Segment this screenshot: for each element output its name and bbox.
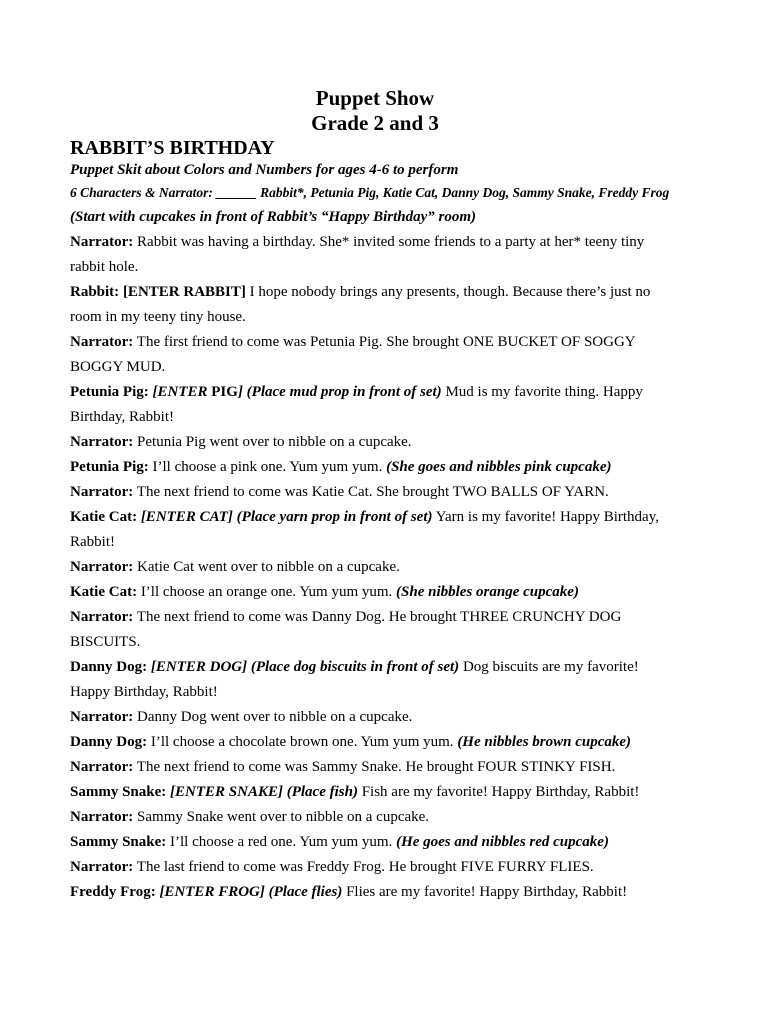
stage-direction: [ENTER SNAKE] (Place fish) bbox=[166, 784, 358, 800]
script-line bbox=[70, 380, 680, 430]
opening-stage-direction: (Start with cupcakes in front of Rabbit’s “Happy Birthday” room) bbox=[70, 209, 477, 225]
speaker: Narrator: bbox=[70, 334, 134, 350]
speaker: Sammy Snake: bbox=[70, 784, 167, 800]
script-line bbox=[70, 505, 680, 555]
dialogue: The last friend to come was Freddy Frog. He brought FIVE FURRY FLIES. bbox=[133, 859, 594, 875]
stage-direction-bold: PIG bbox=[211, 384, 238, 400]
stage-direction: ] (Place mud prop in front of set) bbox=[237, 384, 442, 400]
dialogue: Yarn is my favorite! Happy Birthday, Rabbit! bbox=[70, 509, 659, 550]
document-page bbox=[70, 86, 680, 905]
script-line bbox=[70, 230, 680, 280]
stage-direction: [ENTER FROG] (Place flies) bbox=[155, 884, 343, 900]
character-list: 6 Characters & Narrator: ______ Rabbit*, Petunia Pig, Katie Cat, Danny Dog, Sammy Snake, Freddy Frog bbox=[70, 185, 670, 200]
speaker: Petunia Pig: bbox=[70, 459, 149, 475]
speaker: Narrator: bbox=[70, 559, 134, 575]
document-grade: Grade 2 and 3 bbox=[311, 111, 439, 135]
script-line bbox=[70, 705, 680, 730]
speaker: Freddy Frog: bbox=[70, 884, 156, 900]
stage-direction: (She nibbles orange cupcake) bbox=[396, 584, 579, 600]
script-line bbox=[70, 755, 680, 780]
script-line bbox=[70, 805, 680, 830]
stage-direction: (He goes and nibbles red cupcake) bbox=[396, 834, 609, 850]
script-line bbox=[70, 880, 680, 905]
dialogue: I’ll choose a red one. Yum yum yum. bbox=[166, 834, 397, 850]
dialogue: I’ll choose a pink one. Yum yum yum. bbox=[148, 459, 387, 475]
dialogue: The next friend to come was Sammy Snake. He brought FOUR STINKY FISH. bbox=[133, 759, 616, 775]
dialogue: I’ll choose an orange one. Yum yum yum. bbox=[137, 584, 397, 600]
play-title: RABBIT’S BIRTHDAY bbox=[70, 137, 275, 159]
speaker: Narrator: bbox=[70, 609, 134, 625]
stage-direction: (He nibbles brown cupcake) bbox=[457, 734, 632, 750]
dialogue: Mud is my favorite thing. Happy Birthday, Rabbit! bbox=[70, 384, 643, 425]
speaker: Narrator: bbox=[70, 484, 134, 500]
script-line bbox=[70, 555, 680, 580]
stage-direction: [ENTER RABBIT] bbox=[119, 284, 246, 300]
dialogue: I’ll choose a chocolate brown one. Yum yum yum. bbox=[147, 734, 458, 750]
dialogue: The next friend to come was Danny Dog. He brought THREE CRUNCHY DOG BISCUITS. bbox=[70, 609, 622, 650]
script-line bbox=[70, 605, 680, 655]
skit-description: Puppet Skit about Colors and Numbers for ages 4-6 to perform bbox=[70, 162, 459, 178]
script-line bbox=[70, 580, 680, 605]
script-line bbox=[70, 855, 680, 880]
script-line bbox=[70, 455, 680, 480]
dialogue: Flies are my favorite! Happy Birthday, Rabbit! bbox=[342, 884, 628, 900]
script-line bbox=[70, 480, 680, 505]
dialogue: Danny Dog went over to nibble on a cupcake. bbox=[133, 709, 413, 725]
script-line bbox=[70, 430, 680, 455]
dialogue: The next friend to come was Katie Cat. She brought TWO BALLS OF YARN. bbox=[133, 484, 609, 500]
script-line bbox=[70, 280, 680, 330]
dialogue: Katie Cat went over to nibble on a cupcake. bbox=[133, 559, 400, 575]
speaker: Narrator: bbox=[70, 709, 134, 725]
script-line bbox=[70, 730, 680, 755]
speaker: Narrator: bbox=[70, 809, 134, 825]
speaker: Danny Dog: bbox=[70, 734, 148, 750]
speaker: Katie Cat: bbox=[70, 584, 138, 600]
dialogue: Dog biscuits are my favorite! Happy Birthday, Rabbit! bbox=[70, 659, 639, 700]
speaker: Sammy Snake: bbox=[70, 834, 167, 850]
dialogue: Sammy Snake went over to nibble on a cupcake. bbox=[133, 809, 430, 825]
stage-direction: [ENTER bbox=[148, 384, 212, 400]
speaker: Katie Cat: bbox=[70, 509, 138, 525]
speaker: Narrator: bbox=[70, 759, 134, 775]
dialogue: I hope nobody brings any presents, though. Because there’s just no room in my teeny tiny house. bbox=[70, 284, 651, 325]
script-line bbox=[70, 780, 680, 805]
stage-direction: [ENTER CAT] (Place yarn prop in front of set) bbox=[137, 509, 433, 525]
script-body bbox=[70, 230, 680, 905]
script-line bbox=[70, 655, 680, 705]
speaker: Danny Dog: bbox=[70, 659, 148, 675]
dialogue: Rabbit was having a birthday. She* invited some friends to a party at her* teeny tiny rabbit hole. bbox=[70, 234, 645, 275]
script-line bbox=[70, 330, 680, 380]
document-title: Puppet Show bbox=[315, 86, 435, 110]
dialogue: Fish are my favorite! Happy Birthday, Rabbit! bbox=[357, 784, 640, 800]
speaker: Petunia Pig: bbox=[70, 384, 149, 400]
stage-direction: [ENTER DOG] (Place dog biscuits in front of set) bbox=[147, 659, 460, 675]
dialogue: The first friend to come was Petunia Pig. She brought ONE BUCKET OF SOGGY BOGGY MUD. bbox=[70, 334, 636, 375]
stage-direction: (She goes and nibbles pink cupcake) bbox=[386, 459, 612, 475]
speaker: Narrator: bbox=[70, 434, 134, 450]
speaker: Rabbit: bbox=[70, 284, 120, 300]
dialogue: Petunia Pig went over to nibble on a cupcake. bbox=[133, 434, 412, 450]
script-line bbox=[70, 830, 680, 855]
speaker: Narrator: bbox=[70, 859, 134, 875]
speaker: Narrator: bbox=[70, 234, 134, 250]
